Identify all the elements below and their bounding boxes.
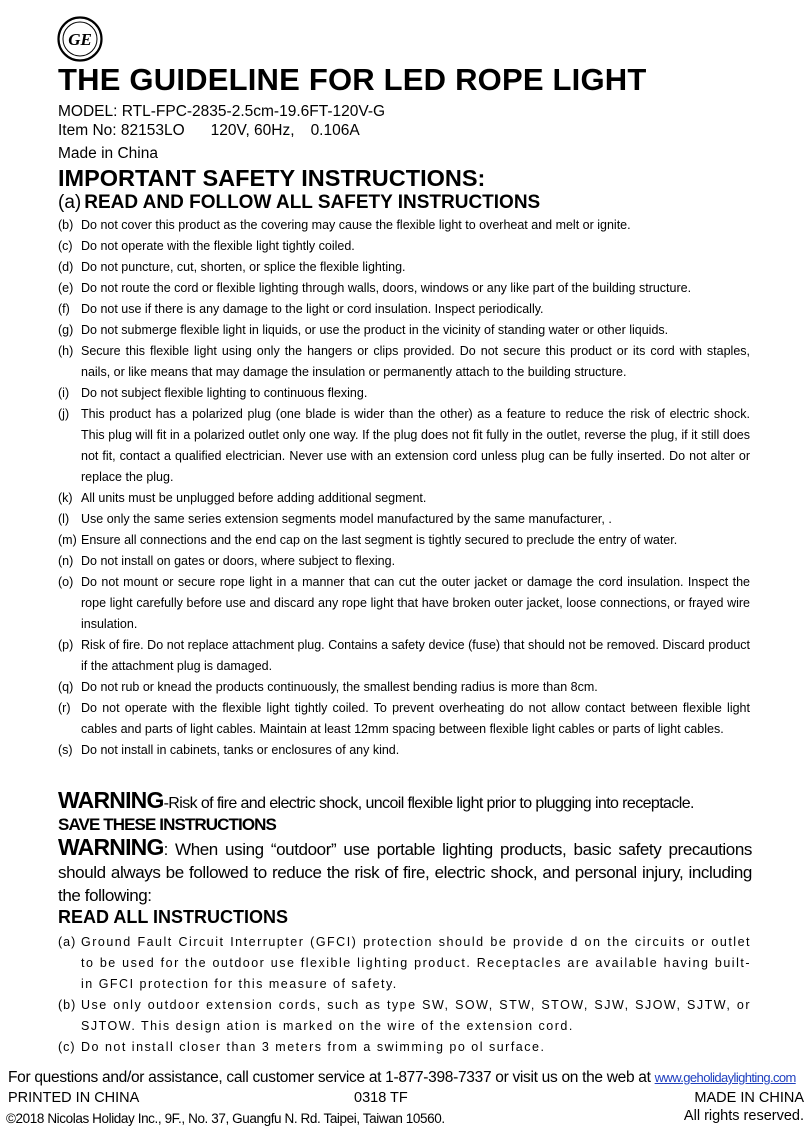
list-item: [0, 932, 808, 995]
list-item: [0, 530, 808, 551]
list-item: [0, 572, 808, 635]
read-follow-label: (a): [58, 192, 82, 213]
made-in: MADE IN CHINA: [694, 1090, 804, 1106]
list-item: [0, 341, 808, 383]
item-line: [58, 122, 360, 140]
list-item-text: Risk of fire. Do not replace attachment plug. Contains a safety device (fuse) that should not be removed. Discard product if the attachment plug is damaged.: [81, 638, 750, 673]
safety-heading: IMPORTANT SAFETY INSTRUCTIONS:: [58, 165, 486, 191]
list-item: [0, 404, 808, 488]
list-item-text: Do not cover this product as the covering may cause the flexible light to overheat and melt or ignite.: [81, 218, 631, 232]
list-item-text: Do not install in cabinets, tanks or enclosures of any kind.: [81, 743, 400, 757]
list-item-label: (e): [58, 281, 74, 295]
list-item-label: (b): [58, 998, 77, 1012]
list-item-label: (k): [58, 491, 73, 505]
list-item-text: Do not operate with the flexible light tightly coiled.: [81, 239, 355, 253]
list-item-text: Ensure all connections and the end cap on the last segment is tightly secured to preclude the entry of water.: [81, 533, 678, 547]
read-all-heading: READ ALL INSTRUCTIONS: [58, 907, 289, 927]
list-item-label: (q): [58, 680, 74, 694]
logo-text: GE: [68, 30, 92, 49]
list-item-text: Do not install on gates or doors, where subject to flexing.: [81, 554, 396, 568]
list-item-text: Ground Fault Circuit Interrupter (GFCI) protection should be provide d on the circuits or outlet to be used for the outdoor use flexible lighting product. Receptacles are available having built-in GFCI protection for this measure of safety.: [81, 935, 751, 991]
warning-outdoor: [58, 836, 752, 907]
read-follow-text: READ AND FOLLOW ALL SAFETY INSTRUCTIONS: [84, 192, 541, 213]
list-item: [0, 215, 808, 236]
list-item-label: (p): [58, 638, 74, 652]
list-item-text: Do not route the cord or flexible lighting through walls, doors, windows or any like part of the building structure.: [81, 281, 692, 295]
outdoor-list: [0, 932, 808, 1058]
list-item: [0, 551, 808, 572]
save-instructions: SAVE THESE INSTRUCTIONS: [58, 815, 276, 834]
safety-list: [0, 215, 808, 761]
warning-word: WARNING: [58, 787, 164, 813]
list-item-text: Do not submerge flexible light in liquids, or use the product in the vicinity of standing water or other liquids.: [81, 323, 669, 337]
list-item-label: (a): [58, 935, 77, 949]
list-item-text: Do not install closer than 3 meters from a swimming po ol surface.: [81, 1040, 546, 1054]
list-item: [0, 383, 808, 404]
website-link[interactable]: www.geholidaylighting.com: [654, 1070, 796, 1085]
list-item-label: (f): [58, 302, 70, 316]
page-title: THE GUIDELINE FOR LED ROPE LIGHT: [58, 62, 647, 97]
warning-word: WARNING: [58, 834, 164, 860]
list-item: [0, 509, 808, 530]
list-item-label: (m): [58, 533, 77, 547]
list-item-label: (n): [58, 554, 74, 568]
list-item: [0, 740, 808, 761]
rights-reserved: All rights reserved.: [683, 1108, 804, 1124]
list-item-text: Do not use if there is any damage to the light or cord insulation. Inspect periodically.: [81, 302, 544, 316]
list-item-label: (l): [58, 512, 70, 526]
list-item-label: (o): [58, 575, 74, 589]
warning-fire-text: -Risk of fire and electric shock, uncoil flexible light prior to plugging into receptacle.: [163, 795, 694, 812]
current-rating: 0.106A: [310, 122, 360, 139]
warning-outdoor-text: : When using “outdoor” use portable lighting products, basic safety precautions should always be followed to reduce the risk of fire, electric shock, and personal injury, including the following:: [58, 840, 752, 905]
list-item-text: Do not puncture, cut, shorten, or splice the flexible lighting.: [81, 260, 406, 274]
model-line: MODEL: RTL-FPC-2835-2.5cm-19.6FT-120V-G: [58, 103, 386, 120]
print-code: 0318 TF: [354, 1090, 408, 1106]
origin-line: Made in China: [58, 145, 158, 162]
list-item-text: Do not operate with the flexible light tightly coiled. To prevent overheating do not allow contact between flexible light cables and parts of light cables. Maintain at least 12mm spacing between flexible light cables or parts of light cables.: [81, 701, 750, 736]
list-item-text: Do not mount or secure rope light in a manner that can cut the outer jacket or damage the cord insulation. Inspect the rope light carefully before use and discard any rope light that have broken outer jacket, loose connections, or frayed wire insulation.: [81, 575, 750, 631]
list-item-text: All units must be unplugged before adding additional segment.: [81, 491, 427, 505]
list-item: [0, 1037, 808, 1058]
list-item: [0, 299, 808, 320]
list-item: [0, 698, 808, 740]
list-item-label: (h): [58, 344, 74, 358]
warning-fire: [58, 787, 694, 814]
list-item-label: (r): [58, 701, 71, 715]
voltage-rating: 120V, 60Hz,: [210, 122, 295, 139]
contact-line: [8, 1069, 796, 1087]
list-item: [0, 320, 808, 341]
list-item-text: Do not rub or knead the products continuously, the smallest bending radius is more than 8cm.: [81, 680, 598, 694]
list-item-label: (g): [58, 323, 74, 337]
list-item-label: (i): [58, 386, 70, 400]
list-item: [0, 635, 808, 677]
list-item: [0, 488, 808, 509]
copyright: ©2018 Nicolas Holiday Inc., 9F., No. 37, Guangfu N. Rd. Taipei, Taiwan 10560.: [6, 1111, 445, 1126]
list-item-label: (b): [58, 218, 74, 232]
list-item-label: (d): [58, 260, 74, 274]
contact-text: For questions and/or assistance, call customer service at 1-877-398-7337 or visit us on the web at: [8, 1069, 651, 1086]
list-item-text: This product has a polarized plug (one blade is wider than the other) as a feature to reduce the risk of electric shock. This plug will fit in a polarized outlet only one way. If the plug does not fit fully in the outlet, reverse the plug, if it still does not fit, contact a qualified electrician. Never use with an extension cord unless plug can be fully inserted. Do not alter or replace the plug.: [81, 407, 750, 484]
list-item-text: Secure this flexible light using only the hangers or clips provided. Do not secure this product or its cord with staples, nails, or like means that may damage the insulation or permanently attach to the building structure.: [81, 344, 750, 379]
list-item: [0, 236, 808, 257]
list-item-label: (c): [58, 239, 73, 253]
list-item-label: (s): [58, 743, 73, 757]
item-number: Item No: 82153LO: [58, 122, 185, 139]
list-item-label: (j): [58, 407, 70, 421]
list-item-text: Do not subject flexible lighting to continuous flexing.: [81, 386, 368, 400]
ge-logo: [57, 16, 103, 62]
list-item: [0, 257, 808, 278]
list-item: [0, 995, 808, 1037]
read-follow-heading: [58, 192, 540, 214]
list-item-label: (c): [58, 1040, 76, 1054]
printed-in: PRINTED IN CHINA: [8, 1090, 140, 1106]
list-item-text: Use only the same series extension segments model manufactured by the same manufacturer, .: [81, 512, 612, 526]
list-item: [0, 278, 808, 299]
list-item: [0, 677, 808, 698]
list-item-text: Use only outdoor extension cords, such as type SW, SOW, STW, STOW, SJW, SJOW, SJTW, or SJTOW. This design ation is marked on the wire of the extension cord.: [81, 998, 751, 1033]
